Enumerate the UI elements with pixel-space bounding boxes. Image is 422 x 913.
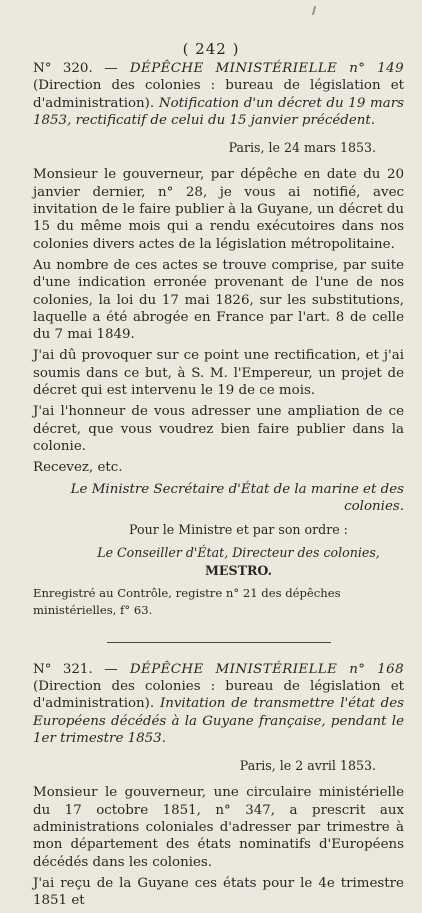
entry-subject: (Direction des colonies : bureau de législation et d'administration).	[33, 78, 404, 111]
paragraph: J'ai reçu de la Guyane ces états pour le 4e trimestre 1851 et	[33, 875, 404, 909]
paragraph: J'ai l'honneur de vous adresser une ampliation de ce décret, que vous voudrez bien faire publier dans la colonie.	[33, 404, 404, 454]
page-number: ( 242 )	[182, 40, 240, 58]
ink-mark	[312, 6, 316, 15]
paragraph: J'ai dû provoquer sur ce point une rectification, et j'ai soumis dans ce but, à S. M. l'Empereur, un projet de décret qui est intervenu le 19 de ce mois.	[33, 348, 404, 399]
entry-summary: Notification d'un décret du 19 mars 1853, rectificatif de celui du 15 janvier précédent.	[33, 95, 404, 128]
entry-321-heading	[33, 661, 404, 747]
paragraph: Monsieur le gouverneur, une circulaire ministérielle du 17 octobre 1851, n° 347, a prescrit aux administrations coloniales d'adresser par trimestre à mon département des états nominatifs d'Européens décédés dans les colonies.	[33, 785, 404, 870]
page-content	[33, 60, 404, 913]
paragraph: Au nombre de ces actes se trouve comprise, par suite d'une indication erronée provenant de l'une de nos colonies, la loi du 17 mai 1826, sur les substitutions, laquelle a été abrogée en France par l'art. 8 de celle du 7 mai 1849.	[33, 257, 404, 343]
entry-320-heading	[33, 60, 404, 129]
signer-name: MESTRO.	[204, 562, 273, 578]
entry-dateline: Paris, le 24 mars 1853.	[228, 140, 376, 156]
entry-summary: Invitation de transmettre l'état des Européens décédés à la Guyane française, pendant le 1er trimestre 1853.	[33, 696, 404, 746]
entry-subject: (Direction des colonies : bureau de législation et d'administration).	[33, 678, 404, 712]
registration-note: Enregistré au Contrôle, registre n° 21 des dépêches ministérielles, f° 63.	[33, 586, 341, 618]
signature-title: Le Ministre Secrétaire d'État de la marine et des colonies.	[70, 481, 404, 514]
entry-dateline: Paris, le 2 avril 1853.	[239, 758, 376, 774]
counsellor-line: Le Conseiller d'État, Directeur des colonies,	[97, 545, 380, 561]
paragraph: Monsieur le gouverneur, par dépêche en date du 20 janvier dernier, n° 28, je vous ai notifié, avec invitation de le faire publier à la Guyane, un décret du 15 du même mois qui a rendu exécutoires dans nos colonies divers actes de la législation métropolitaine.	[33, 167, 404, 252]
entry-title: — DÉPÊCHE MINISTÉRIELLE n° 149	[104, 61, 404, 76]
paragraph: Recevez, etc.	[33, 460, 123, 476]
entry-number: N° 321.	[33, 661, 93, 677]
for-minister-line: Pour le Ministre et par son ordre :	[129, 522, 348, 538]
section-divider	[107, 642, 331, 643]
entry-title: — DÉPÊCHE MINISTÉRIELLE n° 168	[104, 661, 404, 677]
entry-number: N° 320.	[33, 61, 93, 76]
